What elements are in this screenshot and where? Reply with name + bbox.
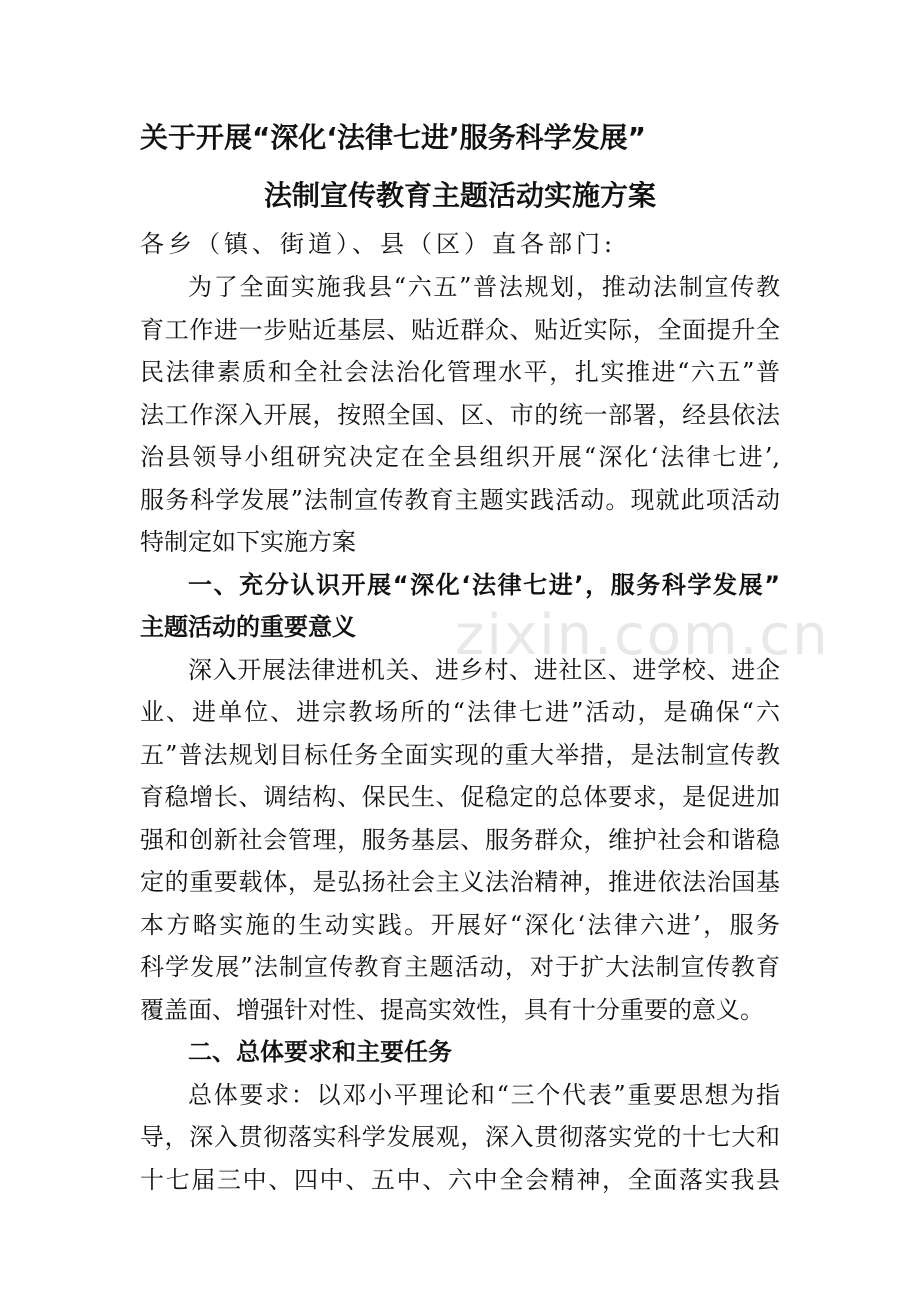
paragraph-line: 治县领导小组研究决定在全县组织开展“深化‘法律七进’, [140, 443, 780, 471]
paragraph-line: 十七届三中、四中、五中、六中全会精神，全面落实我县 [140, 1166, 780, 1194]
paragraph-line: 深入开展法律进机关、进乡村、进社区、进学校、进企 [188, 656, 780, 684]
paragraph-line: 强和创新社会管理，服务基层、服务群众，维护社会和谐稳 [140, 826, 780, 854]
paragraph-line: 特制定如下实施方案 [140, 528, 356, 556]
paragraph-line: 育稳增长、调结构、保民生、促稳定的总体要求，是促进加 [140, 783, 780, 811]
section-heading-1: 一、充分认识开展“深化‘法律七进’，服务科学发展” [188, 571, 780, 599]
document-title-line-1: 关于开展“深化‘法律七进’服务科学发展” [140, 121, 647, 154]
paragraph-line: 科学发展”法制宣传教育主题活动，对于扩大法制宣传教育 [140, 953, 780, 981]
paragraph-line: 民法律素质和全社会法治化管理水平，扎实推进“六五”普 [140, 358, 780, 386]
watermark: zixin.com.cn [455, 603, 830, 668]
paragraph-line: 服务科学发展”法制宣传教育主题实践活动。现就此项活动 [140, 486, 780, 514]
paragraph-line: 总体要求：以邓小平理论和“三个代表”重要思想为指 [188, 1081, 780, 1109]
paragraph-line: 法工作深入开展，按照全国、区、市的统一部署，经县依法 [140, 401, 780, 429]
paragraph-line: 育工作进一步贴近基层、贴近群众、贴近实际，全面提升全 [140, 316, 780, 344]
document-title-line-2: 法制宣传教育主题活动实施方案 [264, 179, 657, 212]
section-heading-1-cont: 主题活动的重要意义 [140, 613, 356, 641]
paragraph-line: 为了全面实施我县“六五”普法规划，推动法制宣传教 [188, 273, 780, 301]
paragraph-line: 业、进单位、进宗教场所的“法律七进”活动，是确保“六 [140, 698, 780, 726]
salutation: 各乡（镇、街道）、县（区）直各部门: [140, 230, 617, 258]
paragraph-line: 覆盖面、增强针对性、提高实效性，具有十分重要的意义。 [140, 996, 764, 1024]
paragraph-line: 定的重要载体，是弘扬社会主义法治精神，推进依法治国基 [140, 868, 780, 896]
paragraph-line: 本方略实施的生动实践。开展好“深化‘法律六进’，服务 [140, 911, 780, 939]
paragraph-line: 五”普法规划目标任务全面实现的重大举措，是法制宣传教 [140, 741, 780, 769]
paragraph-line: 导，深入贯彻落实科学发展观，深入贯彻落实党的十七大和 [140, 1123, 780, 1151]
section-heading-2: 二、总体要求和主要任务 [188, 1038, 452, 1066]
